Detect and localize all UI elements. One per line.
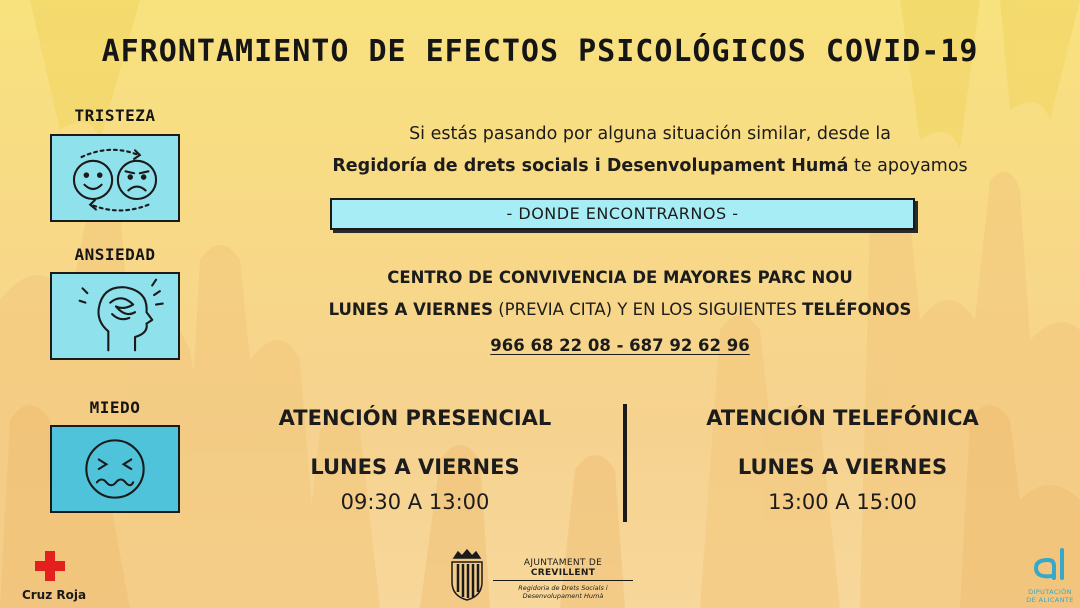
coat-of-arms-icon: [444, 548, 490, 602]
ansiedad-card: [50, 272, 180, 360]
scared-face-icon: [52, 427, 178, 511]
intro-line-2: [250, 150, 1050, 182]
phone-numbers[interactable]: 966 68 22 08 - 687 92 62 96: [490, 336, 750, 355]
anxious-head-icon: [52, 274, 178, 358]
diputacion-alicante-logo: [1022, 546, 1078, 606]
intro-line-2-rest: te apoyamos: [848, 156, 968, 176]
presencial-hours: 09:30 A 13:00: [340, 490, 490, 514]
diputacion-line-1: DIPUTACIÓN: [1028, 588, 1072, 596]
ajuntament-prefix: AJUNTAMENT DE: [523, 558, 603, 568]
regidoria-line-1: Regidoria de Drets Socials i: [518, 584, 608, 592]
presencial-title: ATENCIÓN PRESENCIAL: [278, 406, 552, 430]
page-title: AFRONTAMIENTO DE EFECTOS PSICOLÓGICOS COVID-19: [101, 34, 979, 69]
center-phones-word: TELÉFONOS: [802, 300, 912, 319]
column-divider: [623, 404, 627, 522]
diputacion-a-icon: [1022, 546, 1078, 584]
miedo-card: [50, 425, 180, 513]
emotion-label-tristeza: TRISTEZA: [74, 106, 156, 125]
happy-sad-faces-icon: [52, 136, 178, 220]
center-schedule: [240, 294, 1000, 326]
center-days-note: (PREVIA CITA) Y EN LOS SIGUIENTES: [492, 300, 803, 319]
emotion-label-ansiedad: ANSIEDAD: [74, 245, 156, 264]
cruz-roja-text: Cruz Roja: [21, 588, 87, 602]
diputacion-line-2: DE ALICANTE: [1026, 596, 1074, 604]
ajuntament-text-block: [493, 558, 633, 600]
telefonica-title: ATENCIÓN TELEFÓNICA: [706, 406, 979, 430]
telefonica-hours: 13:00 A 15:00: [768, 490, 917, 514]
red-cross-icon: [14, 548, 94, 584]
center-name: CENTRO DE CONVIVENCIA DE MAYORES PARC NOU: [387, 268, 853, 287]
intro-line-1: Si estás pasando por alguna situación similar, desde la: [409, 124, 891, 144]
crevillent-shield-logo: [444, 548, 490, 602]
center-info: [240, 262, 1000, 362]
presencial-days: LUNES A VIERNES: [310, 455, 520, 479]
center-days: LUNES A VIERNES: [328, 300, 493, 319]
ajuntament-name: [493, 558, 633, 581]
regidoria-name: Regidoría de drets socials i Desenvolupament Humá: [332, 156, 849, 176]
cruz-roja-logo: [14, 548, 94, 604]
tristeza-card: [50, 134, 180, 222]
donde-encontrarnos-banner: - DONDE ENCONTRARNOS -: [330, 198, 915, 230]
ajuntament-city: CREVILLENT: [530, 568, 596, 578]
emotion-label-miedo: MIEDO: [89, 398, 141, 417]
telefonica-days: LUNES A VIERNES: [737, 455, 948, 479]
regidoria-line-2: Desenvolupament Humà: [522, 592, 604, 600]
intro-text: [250, 118, 1050, 182]
